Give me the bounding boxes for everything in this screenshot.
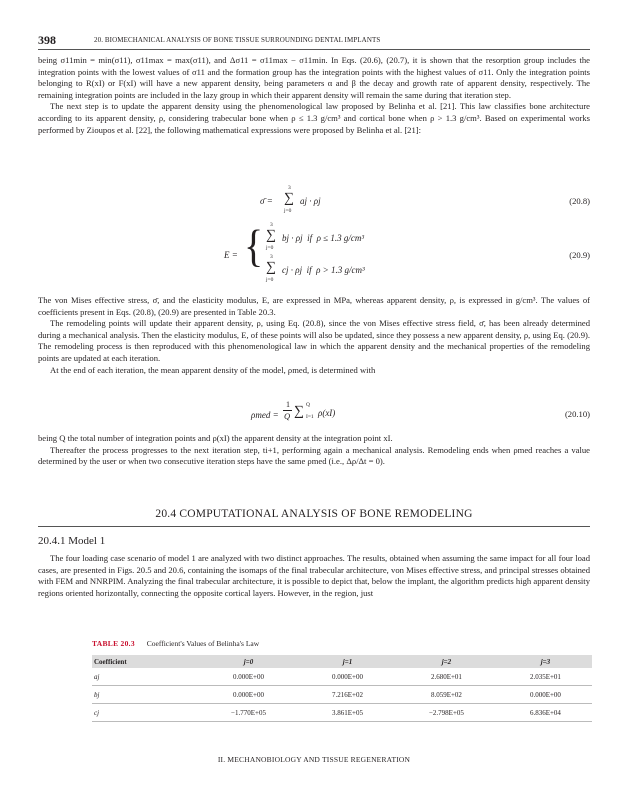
table-cell: bj [94,690,100,699]
table-cell: 7.216E+02 [331,690,363,699]
paragraph-7: Thereafter the process progresses to the next iteration step, ti+1, performing again a mechanical analysis. Remodeling ends when ρmed reaches a value determined by the user or when two consecutive iteration steps have the same ρmed (i.e., Δρ/Δt = 0). [38,444,590,467]
eq3-sum-top: Q [306,402,310,408]
paragraph-2: The next step is to update the apparent density using the phenomenological law proposed by Belinha et al. [21]. This law classifies bone architecture according to its apparent density, ρ, considering trabecular bone when ρ ≤ 1.3 g/cm³ and cortical bone when ρ > 1.3 g/cm³. Based on experimental works performed by Zioupos et al. [22], the following mathematical expressions were proposed by Belinha et al. [21]: [38,101,590,135]
running-header [38,33,590,49]
section-rule [38,526,590,527]
table-header-cell: j=2 [394,655,499,668]
equation-20-9 [38,219,590,288]
coefficient-table [92,655,592,722]
subsection-title: 20.4.1 Model 1 [38,535,106,547]
eq2-lhs: E = [224,250,238,260]
eq2-sum-top-1: 3 [270,222,273,228]
running-title: 20. BIOMECHANICAL ANALYSIS OF BONE TISSUE SURROUNDING DENTAL IMPLANTS [94,36,381,44]
table-caption [92,639,259,648]
table-cell: −2.798E+05 [428,708,464,717]
table-cell: 8.059E+02 [430,690,462,699]
eq1-number: (20.8) [569,196,590,206]
table-row [92,686,592,704]
paragraph-3: The von Mises effective stress, σ̄, and the elasticity modulus, E, are expressed in MPa, whereas apparent density, ρ, is expressed in g/cm³. The values of coefficients present in Eqs. (20.8), (20.9) are presented in Table 20.3. [38,295,590,317]
table-header-cell: Coefficient [92,655,196,668]
table-header-row [92,655,592,668]
paragraph-8: The four loading case scenario of model 1 are analyzed with two distinct approaches. The results, obtained when assuming the same impact for all four load cases, are presented in Figs. 20.5 and 20.6, containing the isomaps of the final trabecular architecture, von Mises effective stress, and principal stresses obtained with FEM and NNRPIM. Analyzing the final trabecular architecture, it is possible to depict that, below the implant, the algorithm predicts high apparent density regions oriented horizontally, connecting the opposite cortical layers. However, in the region, just [38,553,590,598]
equation-20-10 [38,400,590,430]
eq2-brace: { [244,219,264,272]
eq2-sum-top-2: 3 [270,254,273,260]
eq1-sum-bottom: j=0 [284,208,292,214]
header-rule [38,49,590,50]
eq3-number: (20.10) [564,409,590,419]
eq2-sum-bottom-1: j=0 [266,245,274,251]
eq2-line-2: cj · ρj if ρ > 1.3 g/cm³ [282,265,365,275]
table-header-cell: j=0 [196,655,301,668]
paragraph-5: At the end of each iteration, the mean apparent density of the model, ρmed, is determined with [50,364,376,375]
paragraph-4: The remodeling points will update their apparent density, ρ, using Eq. (20.8), since the von Mises effective stress field, σ̄, has been already determined during a mechanical analysis. Then the elasticity modulus, E, of these points will also be updated, since they possess a new apparent density, ρ, using Eq. (20.9). The remodeling process is then reproduced with this phenomenological law in which the apparent density and the mechanical properties of the remodeling points are updated at each iteration. [38,318,590,363]
table-cell: aj [94,672,100,681]
page-number: 398 [38,33,56,47]
text-block-2 [38,295,590,376]
table-cell: cj [94,708,100,717]
eq3-rhs: ρ(xI) [318,408,336,418]
eq3-lhs: ρmed = [251,410,279,420]
table-cell: −1.770E+05 [231,708,266,717]
table-caption-text: Coefficient's Values of Belinha's Law [146,639,260,648]
eq3-frac-den: Q [284,411,291,421]
table-header-cell: j=3 [499,655,592,668]
eq1-lhs: σ̄ = [260,196,273,206]
section-title: 20.4 COMPUTATIONAL ANALYSIS OF BONE REMODELING [155,508,473,520]
eq2-line-1: bj · ρj if ρ ≤ 1.3 g/cm³ [282,233,365,243]
eq1-sum-symbol: ∑ [284,191,294,206]
text-block-4 [38,553,590,599]
eq3-frac-num: 1 [286,400,290,409]
eq3-sum-bottom: I=1 [306,414,314,420]
table-row [92,704,592,722]
table-cell: 0.000E+00 [331,672,363,681]
page-footer: II. MECHANOBIOLOGY AND TISSUE REGENERATION [217,755,411,764]
eq1-sum-top: 3 [288,185,291,191]
eq3-sum-symbol: ∑ [294,404,304,419]
table-cell: 2.035E+01 [529,672,561,681]
equation-20-8 [38,185,590,218]
table-cell: 0.000E+00 [529,690,561,699]
text-block-3 [38,433,590,468]
table-cell: 3.861E+05 [331,708,363,717]
table-cell: 6.836E+04 [529,708,561,717]
text-block-1 [38,55,590,136]
paragraph-6: being Q the total number of integration points and ρ(xI) the apparent density at the integration point xI. [38,433,393,443]
table-cell: 2.680E+01 [430,672,462,681]
table-cell: 0.000E+00 [233,690,264,699]
eq2-sum-symbol-2: ∑ [266,260,276,275]
eq1-rhs: aj · ρj [300,196,321,206]
table-cell: 0.000E+00 [233,672,264,681]
paragraph-1: being σ11min = min(σ11), σ11max = max(σ11), and Δσ11 = σ11max − σ11min. In Eqs. (20.6), (20.7), it is shown that the resorption group includes the integration points with the lowest values of σ11 and the formation group has the integration points with the highest values of σ11. Only the integration points belonging to R(xI) or F(xI) will have a new apparent density, being parameters α and β the decay and growth rate of apparent density, respectively. The remaining integration points are included in the lazy group in which their apparent density will remain the same during that iteration step. [38,55,590,100]
eq2-sum-symbol-1: ∑ [266,228,276,243]
table-label: TABLE 20.3 [92,639,135,648]
eq2-number: (20.9) [569,250,590,260]
table-header-cell: j=1 [301,655,394,668]
table-row [92,668,592,686]
eq2-sum-bottom-2: j=0 [266,277,274,283]
